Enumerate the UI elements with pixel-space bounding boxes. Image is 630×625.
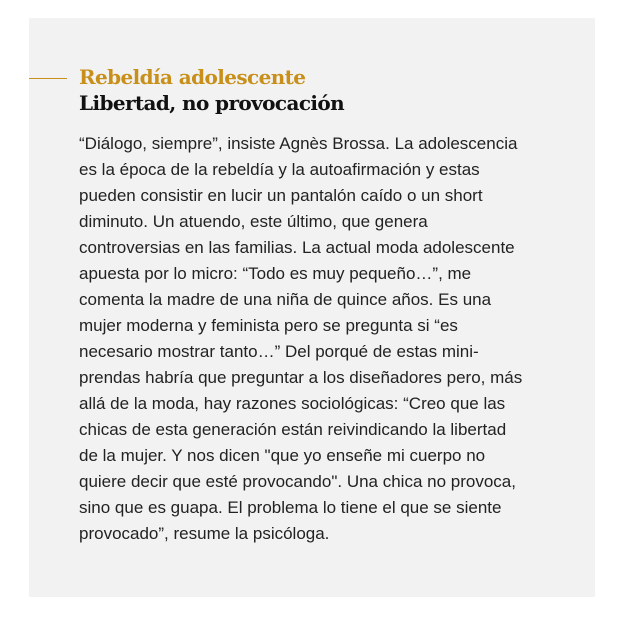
body-line: sino que es guapa. El problema lo tiene el que se siente [79,498,502,517]
body-line: mujer moderna y feminista pero se pregunta si “es [79,316,458,335]
body-line: chicas de esta generación están reivindicando la libertad [79,420,507,439]
body-text [79,131,522,547]
box-title: Libertad, no provocación [79,91,345,115]
body-line: prendas habría que preguntar a los diseñadores pero, más [79,368,523,387]
body-line: quiere decir que esté provocando". Una chica no provoca, [79,472,516,491]
body-line: comenta la madre de una niña de quince años. Es una [79,290,492,309]
section-kicker: Rebeldía adolescente [79,65,306,89]
body-line: provocado”, resume la psicóloga. [79,524,330,543]
body-line: necesario mostrar tanto…” Del porqué de estas mini- [79,342,479,361]
body-line: es la época de la rebeldía y la autoafirmación y estas [79,160,480,179]
body-line: “Diálogo, siempre”, insiste Agnès Brossa. La adolescencia [79,134,518,153]
body-line: de la mujer. Y nos dicen "que yo enseñe mi cuerpo no [79,446,486,465]
body-line: controversias en las familias. La actual moda adolescente [79,238,515,257]
body-line: pueden consistir en lucir un pantalón caído o un short [79,186,483,205]
body-line: apuesta por lo micro: “Todo es muy pequeño…”, me [79,264,472,283]
body-line: diminuto. Un atuendo, este último, que genera [79,212,428,231]
body-line: allá de la moda, hay razones sociológicas: “Creo que las [79,394,506,413]
accent-rule [29,78,67,79]
